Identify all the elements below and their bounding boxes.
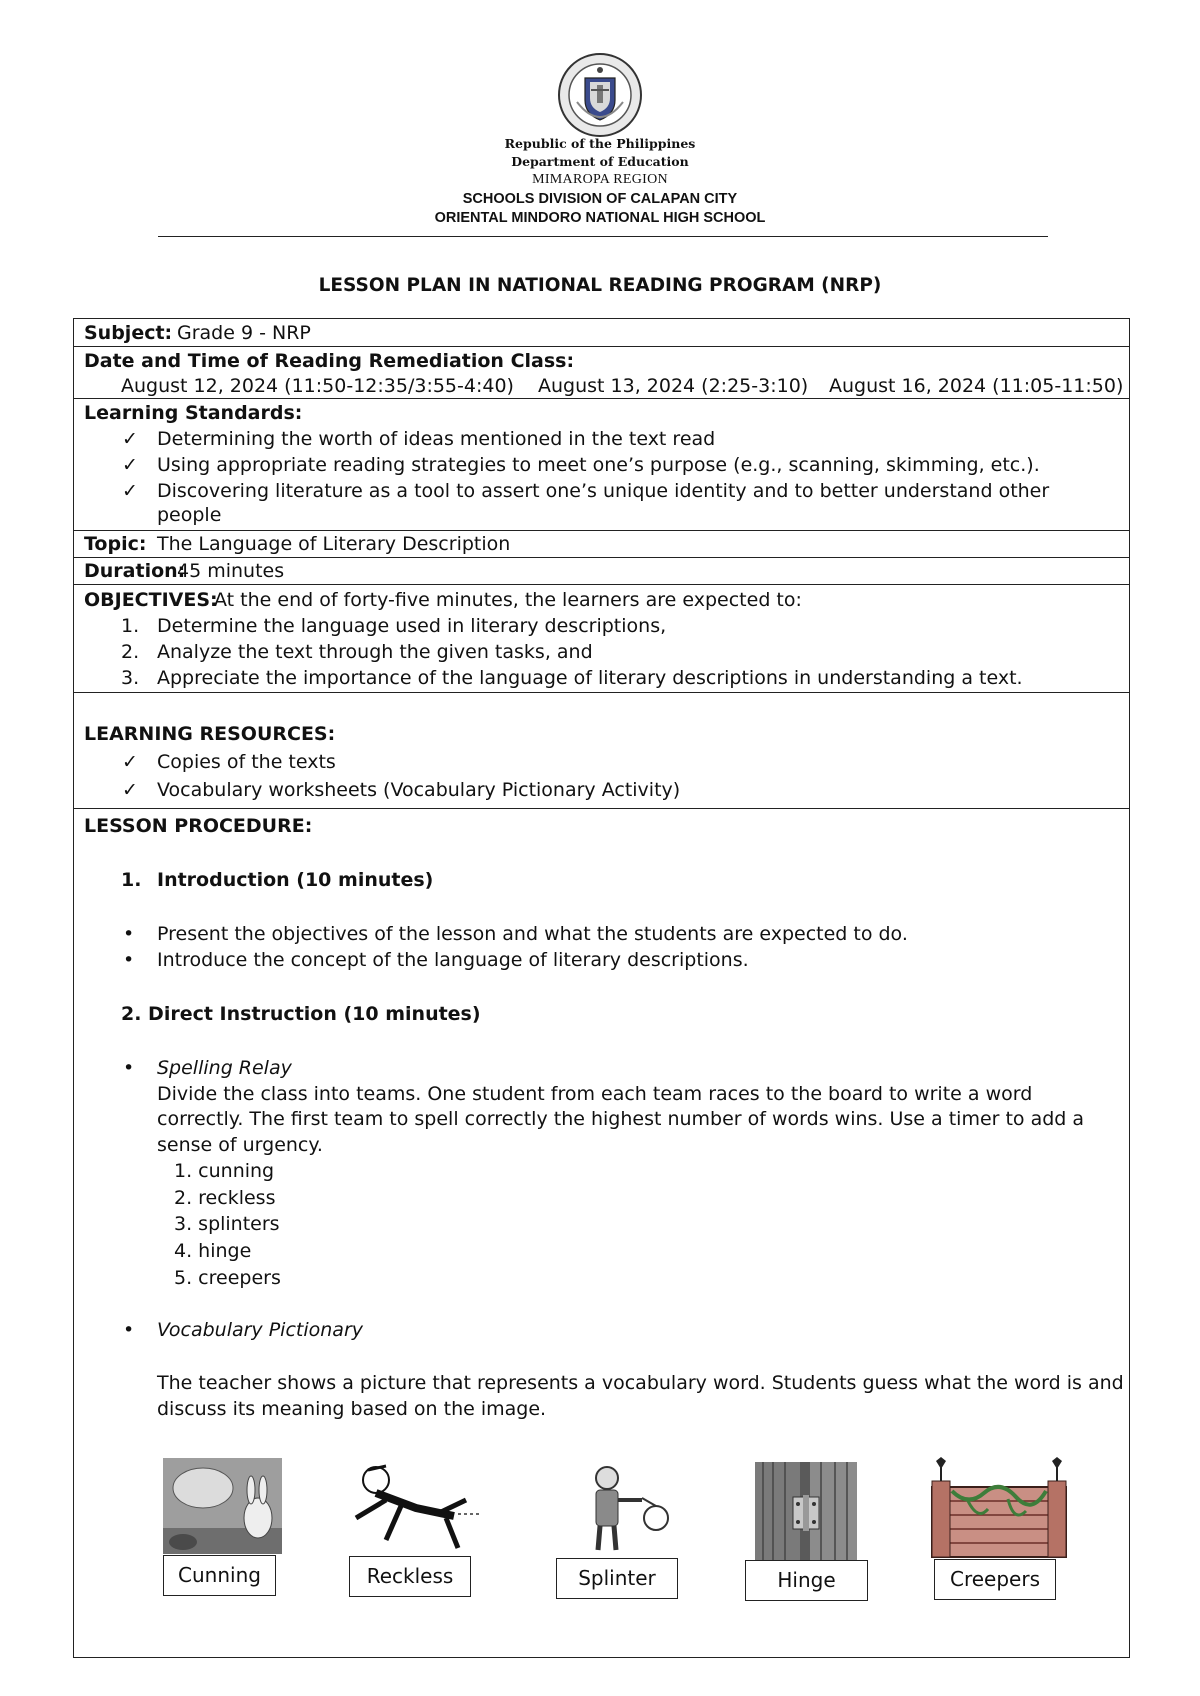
duration-row	[74, 558, 1129, 585]
lesson-plan-table	[73, 318, 1130, 1658]
bullet-icon: •	[123, 1057, 135, 1079]
header-divider	[158, 236, 1048, 237]
header-division: SCHOOLS DIVISION OF CALAPAN CITY	[462, 191, 738, 207]
resource-item: Copies of the texts	[157, 751, 336, 773]
document-title: LESSON PLAN IN NATIONAL READING PROGRAM (NRP)	[318, 275, 882, 296]
bullet-icon: •	[123, 949, 135, 971]
splinter-picture-icon	[572, 1460, 679, 1556]
schedule-date-3: August 16, 2024 (11:05-11:50)	[829, 375, 1124, 397]
bullet-icon: •	[123, 1319, 135, 1341]
objective-item: Determine the language used in literary descriptions,	[157, 615, 667, 637]
duration-label: Duration:	[84, 560, 186, 582]
spelling-relay-text: correctly. The first team to spell correctly the highest number of words wins. Use a timer to add a	[157, 1108, 1085, 1130]
topic-value: The Language of Literary Description	[157, 533, 511, 555]
picture-label-hinge: Hinge	[745, 1560, 868, 1601]
picture-label-creepers: Creepers	[934, 1559, 1056, 1600]
pictionary-title: Vocabulary Pictionary	[157, 1319, 363, 1341]
standards-row	[74, 399, 1129, 531]
resource-item: Vocabulary worksheets (Vocabulary Pictionary Activity)	[157, 779, 681, 801]
intro-bullet: Present the objectives of the lesson and what the students are expected to do.	[157, 923, 908, 945]
picture-label-cunning: Cunning	[163, 1555, 276, 1596]
standard-item-continued: people	[157, 504, 222, 526]
picture-label-reckless: Reckless	[349, 1556, 471, 1597]
check-icon: ✓	[122, 454, 138, 476]
resources-label: LEARNING RESOURCES:	[84, 723, 336, 745]
objectives-intro: At the end of forty-five minutes, the learners are expected to:	[214, 589, 802, 611]
header-school: ORIENTAL MINDORO NATIONAL HIGH SCHOOL	[434, 210, 766, 226]
objective-item: Analyze the text through the given tasks, and	[157, 641, 593, 663]
pictionary-text: The teacher shows a picture that represents a vocabulary word. Students guess what the word is and	[157, 1372, 1124, 1394]
word-item: 1. cunning	[174, 1160, 275, 1182]
spelling-relay-title: Spelling Relay	[157, 1057, 292, 1079]
standard-item: Determining the worth of ideas mentioned in the text read	[157, 428, 716, 450]
list-number: 1.	[121, 869, 142, 891]
word-item: 5. creepers	[174, 1267, 281, 1289]
hinge-picture-icon	[755, 1462, 857, 1562]
list-number: 1.	[121, 615, 140, 637]
word-item: 3. splinters	[174, 1213, 280, 1235]
spelling-relay-text: Divide the class into teams. One student from each team races to the board to write a word	[157, 1083, 1033, 1105]
reckless-picture-icon	[346, 1460, 484, 1556]
check-icon: ✓	[122, 428, 138, 450]
list-number: 3.	[121, 667, 140, 689]
schedule-row	[74, 347, 1129, 399]
duration-value: 45 minutes	[177, 560, 285, 582]
resources-row	[74, 693, 1129, 809]
word-item: 2. reckless	[174, 1187, 276, 1209]
creepers-picture-icon	[928, 1457, 1070, 1559]
cunning-picture-icon	[163, 1458, 282, 1554]
standards-label: Learning Standards:	[84, 402, 303, 424]
subject-value: Grade 9 - NRP	[177, 322, 311, 344]
check-icon: ✓	[122, 480, 138, 502]
subject-label: Subject:	[84, 322, 173, 344]
check-icon: ✓	[122, 779, 138, 801]
standard-item: Using appropriate reading strategies to meet one’s purpose (e.g., scanning, skimming, etc.).	[157, 454, 1040, 476]
list-number: 2.	[121, 641, 140, 663]
word-item: 4. hinge	[174, 1240, 252, 1262]
intro-heading: Introduction (10 minutes)	[157, 869, 434, 891]
topic-label: Topic:	[84, 533, 147, 555]
standard-item: Discovering literature as a tool to assert one’s unique identity and to better understand other	[157, 480, 1050, 502]
objectives-label: OBJECTIVES:	[84, 589, 218, 611]
deped-seal-icon	[557, 52, 643, 138]
schedule-label: Date and Time of Reading Remediation Class:	[84, 350, 575, 372]
header-department: Department of Education	[511, 154, 689, 169]
bullet-icon: •	[123, 923, 135, 945]
check-icon: ✓	[122, 751, 138, 773]
direct-instruction-heading: 2. Direct Instruction (10 minutes)	[121, 1003, 481, 1025]
schedule-date-1: August 12, 2024 (11:50-12:35/3:55-4:40)	[121, 375, 514, 397]
intro-bullet: Introduce the concept of the language of literary descriptions.	[157, 949, 749, 971]
procedure-row	[74, 809, 1129, 1657]
subject-row	[74, 319, 1129, 347]
objectives-row	[74, 585, 1129, 693]
header-republic: Republic of the Philippines	[504, 136, 696, 151]
picture-label-splinter: Splinter	[556, 1558, 678, 1599]
spelling-relay-text: sense of urgency.	[157, 1134, 323, 1156]
header-region: MIMAROPA REGION	[532, 172, 668, 187]
pictionary-text: discuss its meaning based on the image.	[157, 1398, 547, 1420]
objective-item: Appreciate the importance of the language of literary descriptions in understanding a text.	[157, 667, 1023, 689]
procedure-label: LESSON PROCEDURE:	[84, 815, 313, 837]
topic-row	[74, 531, 1129, 558]
schedule-date-2: August 13, 2024 (2:25-3:10)	[538, 375, 809, 397]
